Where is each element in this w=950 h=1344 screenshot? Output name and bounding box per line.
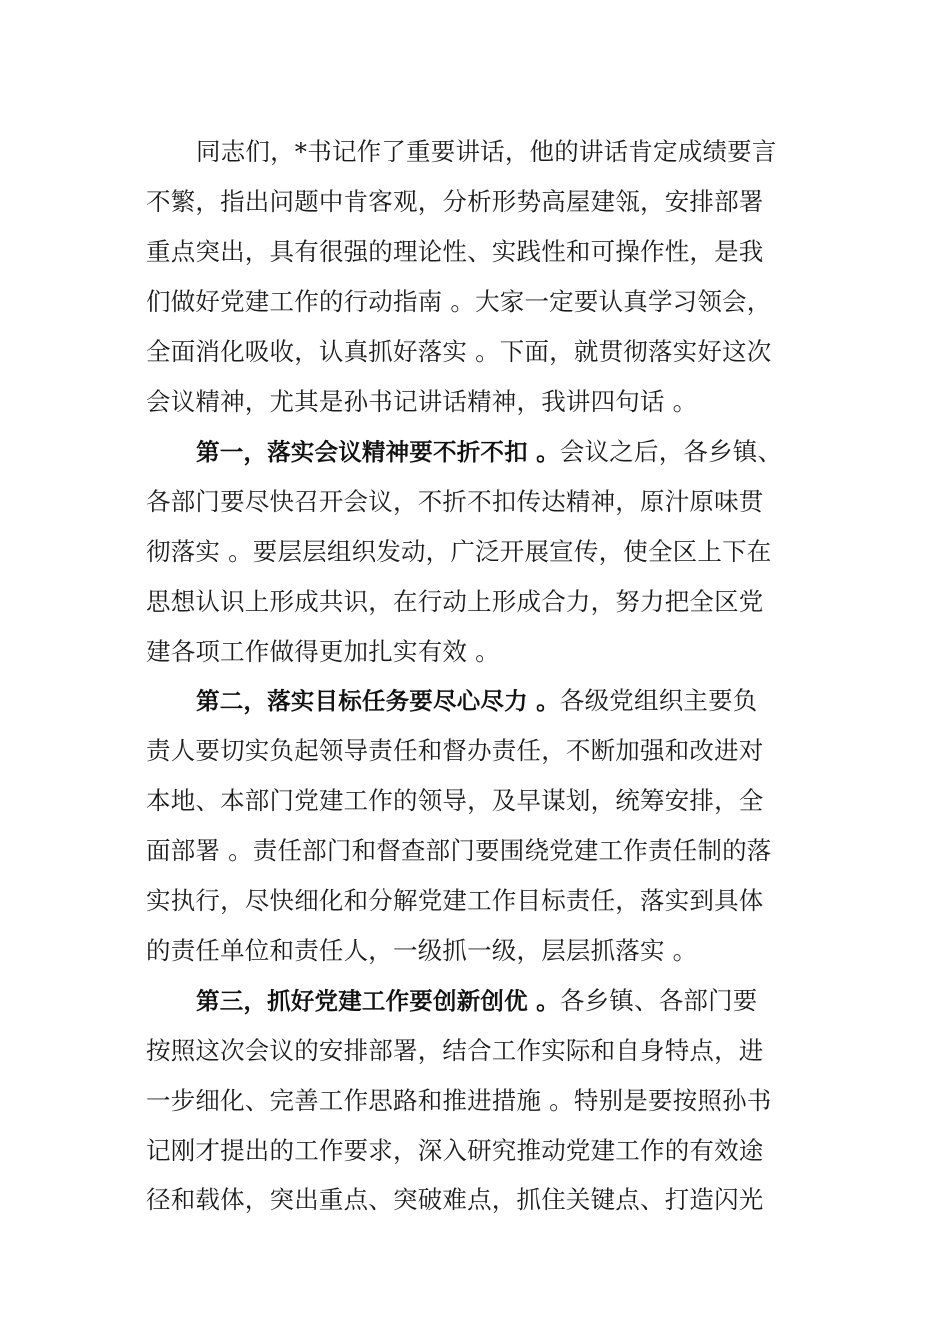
paragraph-1-line-4: 们做好党建工作的行动指南 。大家一定要认真学习领会， <box>146 287 772 316</box>
paragraph-2-heading: 第一，落实会议精神要不折不扣 。 <box>196 438 560 466</box>
paragraph-3-line-3: 本地、本部门党建工作的领导，及早谋划，统筹安排，全 <box>146 786 764 815</box>
paragraph-2-line-1 <box>196 432 782 472</box>
paragraph-2-line-2: 各部门要尽快召开会议，不折不扣传达精神，原汁原味贯 <box>146 487 764 516</box>
paragraph-3-line-1 <box>196 681 758 721</box>
paragraph-4-line-5: 径和载体，突出重点、突破难点，抓住关键点、打造闪光 <box>146 1185 764 1214</box>
paragraph-1-line-6: 会议精神，尤其是孙书记讲话精神，我讲四句话 。 <box>146 387 698 416</box>
paragraph-2-line-3: 彻落实 。要层层组织发动，广泛开展宣传，使全区上下在 <box>146 537 772 566</box>
paragraph-4-line-2: 按照这次会议的安排部署，结合工作实际和自身特点，进 <box>146 1036 764 1065</box>
paragraph-4-line-4: 记刚才提出的工作要求，深入研究推动党建工作的有效途 <box>146 1136 764 1165</box>
paragraph-3-line-5: 实执行，尽快细化和分解党建工作目标责任，落实到具体 <box>146 886 764 915</box>
paragraph-3-line-2: 责人要切实负起领导责任和督办责任，不断加强和改进对 <box>146 736 764 765</box>
paragraph-4-line-1-text: 各乡镇、各部门要 <box>559 986 758 1015</box>
paragraph-1-line-2: 不繁，指出问题中肯客观，分析形势高屋建瓴，安排部署 <box>146 187 764 216</box>
paragraph-4-line-3: 一步细化、完善工作思路和推进措施 。特别是要按照孙书 <box>146 1086 772 1115</box>
paragraph-1-line-1: 同志们，*书记作了重要讲话，他的讲话肯定成绩要言 <box>196 137 777 166</box>
paragraph-3-line-6: 的责任单位和责任人，一级抓一级，层层抓落实 。 <box>146 936 698 965</box>
paragraph-3-line-4: 面部署 。责任部门和督查部门要围绕党建工作责任制的落 <box>146 836 772 865</box>
paragraph-3-heading: 第二，落实目标任务要尽心尽力 。 <box>196 687 560 715</box>
paragraph-1-line-3: 重点突出，具有很强的理论性、实践性和可操作性，是我 <box>146 237 764 266</box>
paragraph-2-line-1-text: 会议之后，各乡镇、 <box>559 437 783 466</box>
paragraph-2-line-4: 思想认识上形成共识，在行动上形成合力，努力把全区党 <box>146 587 764 616</box>
paragraph-3-line-1-text: 各级党组织主要负 <box>559 686 758 715</box>
paragraph-4-line-1 <box>196 981 758 1021</box>
paragraph-1-line-5: 全面消化吸收，认真抓好落实 。下面，就贯彻落实好这次 <box>146 337 772 366</box>
paragraph-4-heading: 第三，抓好党建工作要创新创优 。 <box>196 987 560 1015</box>
paragraph-2-line-5: 建各项工作做得更加扎实有效 。 <box>146 637 500 666</box>
